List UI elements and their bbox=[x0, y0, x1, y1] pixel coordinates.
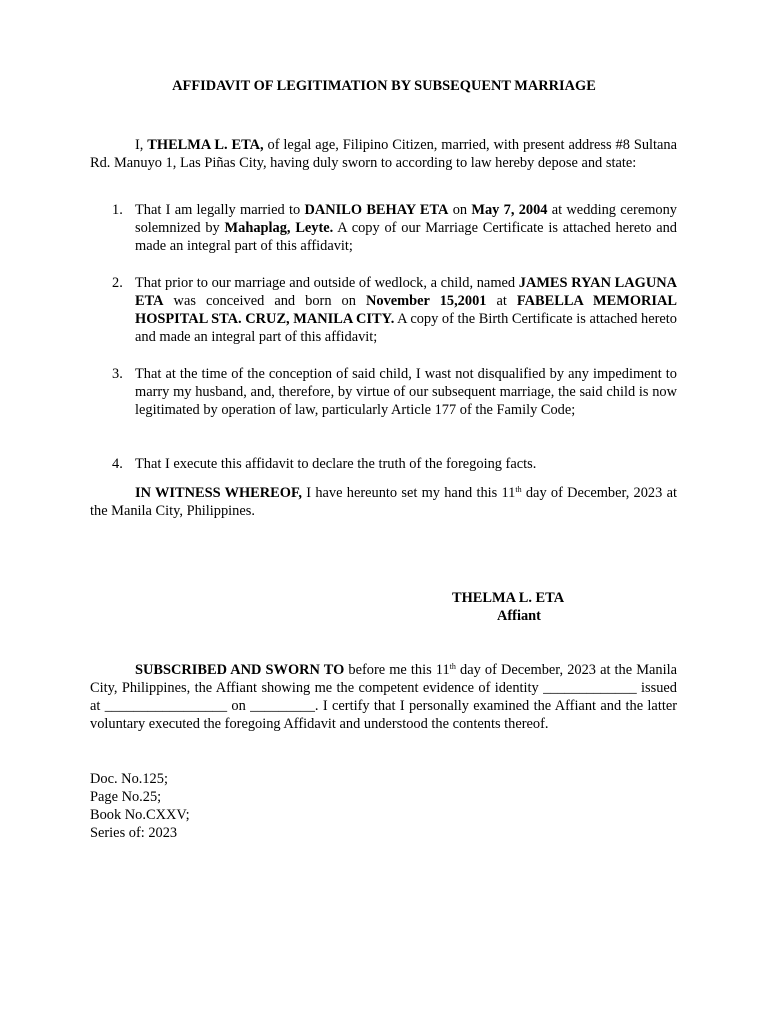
page-number: Page No.25; bbox=[90, 789, 162, 805]
list-item-4 bbox=[90, 455, 677, 473]
doc-number: Doc. No.125; bbox=[90, 771, 168, 787]
item-2-text-1: That prior to our marriage and outside of wedlock, a child, named bbox=[135, 275, 519, 291]
affiant-name-intro: THELMA L. ETA, bbox=[147, 137, 264, 153]
marriage-date: May 7, 2004 bbox=[471, 202, 548, 218]
witness-heading: IN WITNESS WHEREOF, bbox=[135, 485, 303, 501]
item-1-text-4: A copy of our Marriage Certificate is attached hereto and made an integral part of this affidavit; bbox=[135, 220, 677, 254]
list-item-3 bbox=[90, 365, 677, 419]
intro-text-1: I, bbox=[135, 137, 148, 153]
document-title: AFFIDAVIT OF LEGITIMATION BY SUBSEQUENT MARRIAGE bbox=[172, 78, 596, 94]
list-item-text bbox=[135, 201, 677, 255]
ordinal-suffix: th bbox=[449, 662, 456, 671]
item-1-text-3: at wedding ceremony solemnized by bbox=[135, 202, 677, 236]
witness-text-1: I have hereunto set my hand this 11 bbox=[302, 485, 516, 501]
list-item-2 bbox=[90, 274, 677, 346]
list-item-text: That at the time of the conception of said child, I wast not disqualified by any impediment to marry my husband, and, therefore, by virtue of our subsequent marriage, the said child is now legitimated by operation of law, particularly Article 177 of the Family Code; bbox=[135, 366, 677, 418]
book-number: Book No.CXXV; bbox=[90, 807, 190, 823]
jurat-text-2: day of December, 2023 at the Manila City, Philippines, the Affiant showing me the competent evidence of identity _____________ issued at _________________ on _________. I certify that I personally examined the Affiant and the latter voluntary executed the foregoing Affidavit and understood the contents thereof. bbox=[90, 662, 678, 732]
list-item-text bbox=[135, 274, 677, 346]
item-2-text-2: was conceived and born on bbox=[163, 293, 366, 309]
list-number: 3. bbox=[112, 366, 123, 382]
list-item-text: That I execute this affidavit to declare the truth of the foregoing facts. bbox=[135, 456, 537, 472]
witness-paragraph bbox=[90, 484, 677, 520]
list-number: 4. bbox=[112, 456, 123, 472]
child-name: JAMES RYAN LAGUNA ETA bbox=[135, 275, 677, 309]
intro-text-2: of legal age, Filipino Citizen, married, with present address #8 Sultana Rd. Manuyo 1, Las Piñas City, having duly sworn to according to law hereby depose and state: bbox=[90, 137, 677, 171]
jurat-heading: SUBSCRIBED AND SWORN TO bbox=[135, 662, 345, 678]
list-item-1 bbox=[90, 201, 677, 255]
intro-paragraph bbox=[90, 136, 677, 172]
birth-date: November 15,2001 bbox=[365, 293, 487, 309]
ordinal-suffix: th bbox=[515, 485, 522, 494]
item-1-text-2: on bbox=[448, 202, 472, 218]
jurat-paragraph bbox=[90, 661, 677, 733]
item-1-text-1: That I am legally married to bbox=[135, 202, 305, 218]
list-number: 2. bbox=[112, 275, 123, 291]
notarial-register-info bbox=[90, 770, 190, 842]
series-year: Series of: 2023 bbox=[90, 825, 178, 841]
item-2-text-4: A copy of the Birth Certificate is attached hereto and made an integral part of this affidavit; bbox=[135, 311, 677, 345]
list-number: 1. bbox=[112, 202, 123, 218]
signatory-role: Affiant bbox=[497, 608, 541, 624]
signatory-name: THELMA L. ETA bbox=[452, 590, 565, 606]
jurat-text-1: before me this 11 bbox=[344, 662, 450, 678]
birth-place: FABELLA MEMORIAL HOSPITAL STA. CRUZ, MANILA CITY. bbox=[135, 293, 677, 327]
marriage-place: Mahaplag, Leyte. bbox=[224, 220, 334, 236]
spouse-name: DANILO BEHAY ETA bbox=[304, 202, 449, 218]
witness-text-2: day of December, 2023 at the Manila City, Philippines. bbox=[90, 485, 677, 519]
item-2-text-3: at bbox=[486, 293, 517, 309]
